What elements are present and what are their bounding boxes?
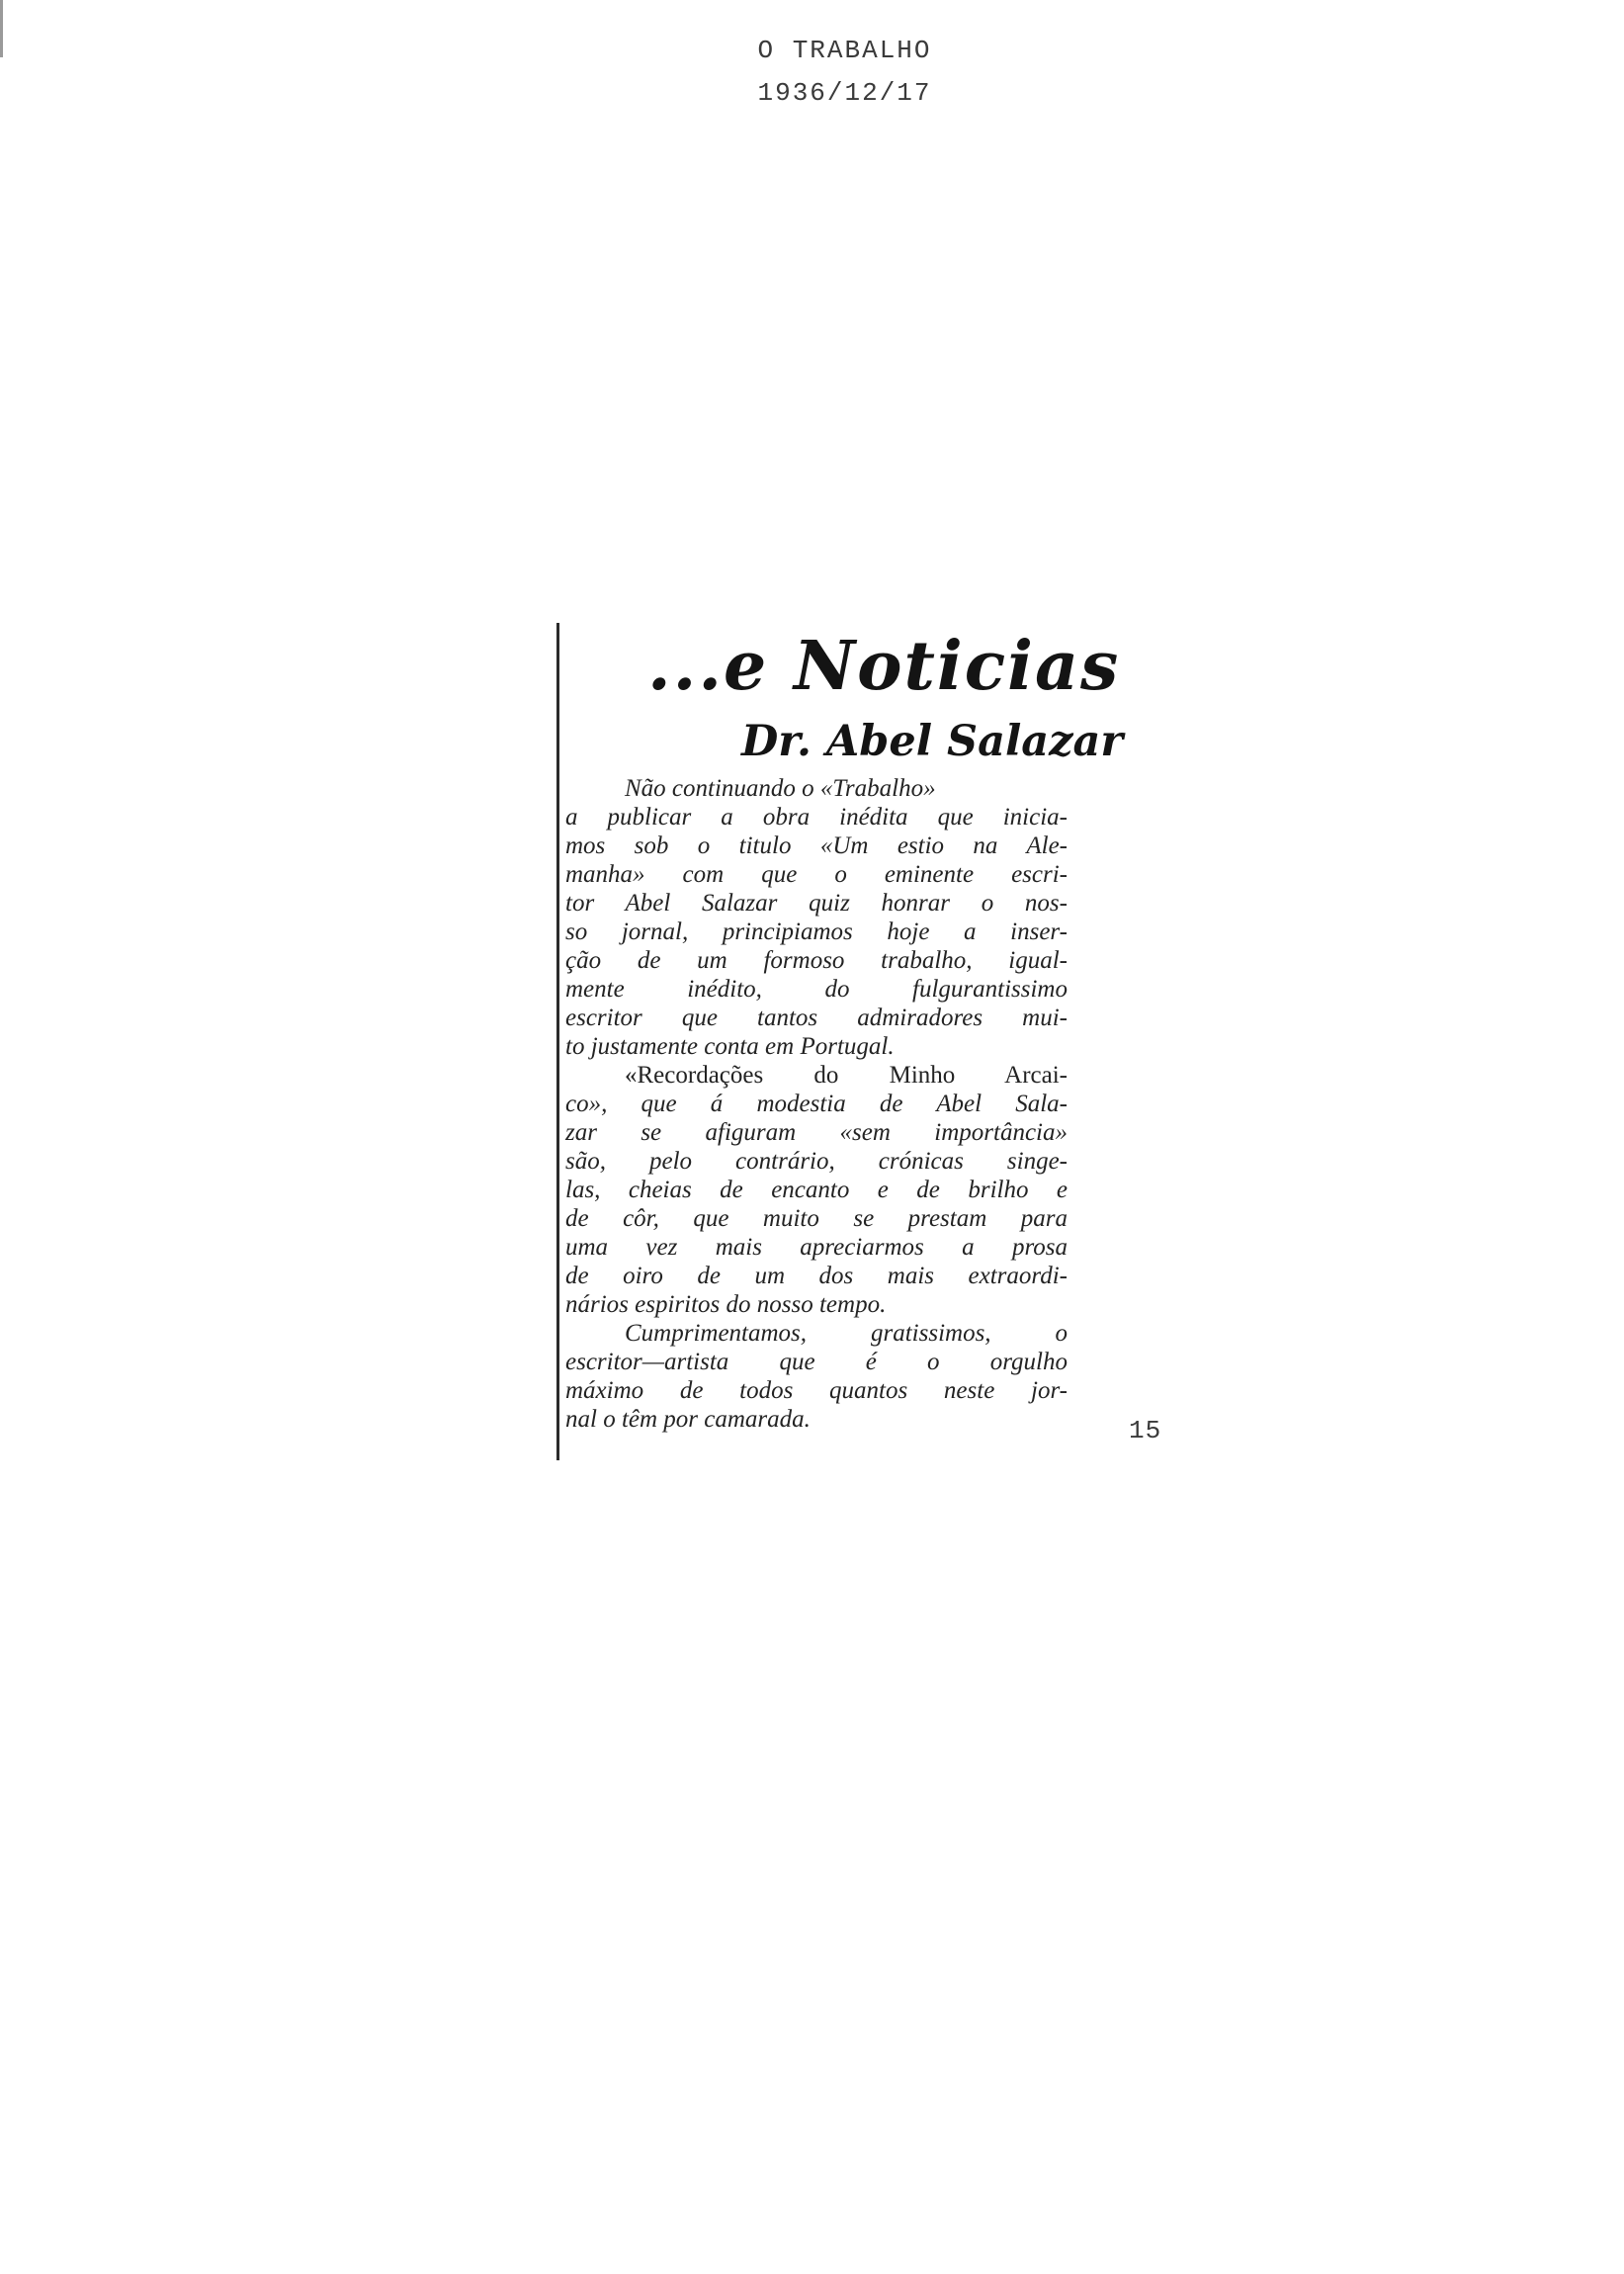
page-number: 15 — [1129, 1416, 1162, 1445]
body-line: mente inédito, do fulgurantissimo — [565, 976, 1068, 1003]
body-line: Cumprimentamos, gratissimos, o — [625, 1320, 1068, 1347]
clipping-body — [565, 774, 1068, 1434]
body-line: nal o têm por camarada. — [565, 1406, 811, 1433]
clipping-subtitle: Dr. Abel Salazar — [741, 717, 1124, 766]
body-line: ção de um formoso trabalho, igual- — [565, 947, 1068, 974]
body-line: so jornal, principiamos hoje a inser- — [565, 918, 1068, 945]
body-line: co», que á modestia de Abel Sala- — [565, 1091, 1068, 1117]
body-line: máximo de todos quantos neste jor- — [565, 1377, 1068, 1404]
body-line: to justamente conta em Portugal. — [565, 1033, 895, 1060]
body-line: manha» com que o eminente escri- — [565, 861, 1068, 888]
publication-name: O TRABALHO — [757, 36, 932, 65]
clipping-column-rule — [556, 623, 559, 1460]
clipping-title: ...e Noticias — [647, 627, 1121, 706]
newspaper-clipping — [556, 623, 1124, 1460]
body-line: a publicar a obra inédita que inicia- — [565, 804, 1068, 831]
body-line: de côr, que muito se prestam para — [565, 1205, 1068, 1232]
body-line: nários espiritos do nosso tempo. — [565, 1291, 887, 1318]
body-line: escritor que tantos admiradores mui- — [565, 1005, 1068, 1031]
body-line: zar se afiguram «sem importância» — [565, 1119, 1068, 1146]
body-line: Não continuando o «Trabalho» — [625, 775, 936, 802]
body-line: uma vez mais apreciarmos a prosa — [565, 1234, 1068, 1261]
body-line: tor Abel Salazar quiz honrar o nos- — [565, 890, 1068, 917]
body-line: de oiro de um dos mais extraordi- — [565, 1263, 1068, 1289]
body-line: escritor—artista que é o orgulho — [565, 1349, 1068, 1375]
body-line: «Recordações do Minho Arcai- — [625, 1062, 1068, 1089]
document-header — [0, 30, 1624, 115]
body-line: são, pelo contrário, crónicas singe- — [565, 1148, 1068, 1175]
body-line: las, cheias de encanto e de brilho e — [565, 1177, 1068, 1203]
body-line: mos sob o titulo «Um estio na Ale- — [565, 832, 1068, 859]
publication-date: 1936/12/17 — [757, 78, 932, 108]
